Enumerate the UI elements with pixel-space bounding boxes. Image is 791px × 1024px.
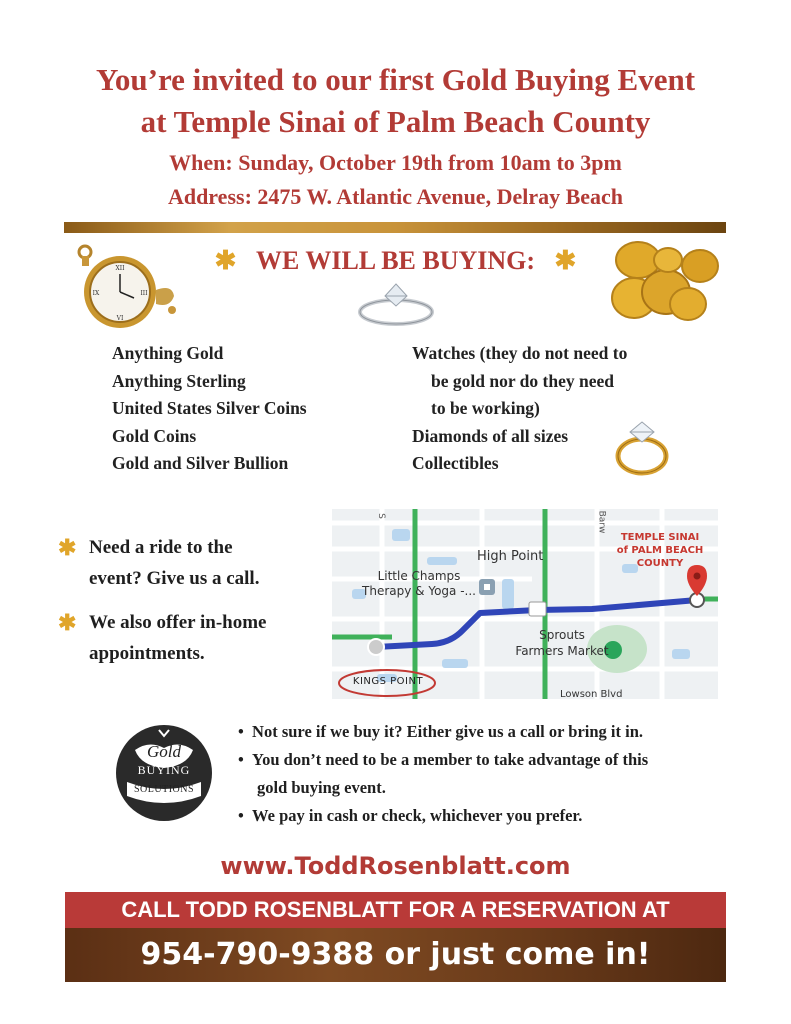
list-item: Gold and Silver Bullion <box>112 453 289 473</box>
ride-offer <box>58 532 259 594</box>
ride-line-2: event? Give us a call. <box>89 568 260 589</box>
map-little-champs-line-2: Therapy & Yoga -... <box>362 584 476 598</box>
note-text: We pay in cash or check, whichever you prefer. <box>252 806 583 825</box>
list-item: to be working) <box>431 398 540 418</box>
note-text: Not sure if we buy it? Either give us a call or bring it in. <box>252 722 643 741</box>
logo-word-buying: BUYING <box>137 763 191 777</box>
note-text: gold buying event. <box>257 778 386 797</box>
asterisk-icon: ✱ <box>554 246 577 275</box>
gold-buying-solutions-logo <box>113 720 215 822</box>
gold-ring-image <box>612 418 674 478</box>
diamond-ring-image <box>355 282 437 328</box>
buying-heading-text: WE WILL BE BUYING: <box>255 246 536 275</box>
website-link[interactable]: www.ToddRosenblatt.com <box>220 852 571 880</box>
event-address: Address: 2475 W. Atlantic Avenue, Delray Beach <box>167 184 624 209</box>
map-little-champs-line-1: Little Champs <box>377 569 461 583</box>
reservation-banner: CALL TODD ROSENBLATT FOR A RESERVATION AT <box>65 892 726 928</box>
map-temple-line-2: of PALM BEACH <box>616 545 704 556</box>
list-item: Diamonds of all sizes <box>412 426 569 446</box>
list-item: be gold nor do they need <box>431 371 614 391</box>
event-when: When: Sunday, October 19th from 10am to 3pm <box>169 150 622 175</box>
phone-banner[interactable]: 954-790-9388 or just come in! <box>65 928 726 982</box>
asterisk-icon: ✱ <box>214 246 237 275</box>
list-item: • We pay in cash or check, whichever you prefer. <box>238 806 583 825</box>
notes-list <box>238 718 648 830</box>
list-item: • You don’t need to be a member to take advantage of this <box>238 750 649 769</box>
map-label-little-champs <box>354 569 484 599</box>
ride-line-1: Need a ride to the <box>89 537 233 558</box>
map <box>332 509 718 699</box>
svg-text:XII: XII <box>115 265 125 272</box>
list-item: Watches (they do not need to <box>412 343 628 363</box>
map-sprouts-line-1: Sprouts <box>539 628 585 642</box>
map-label-road-s: S <box>375 513 386 519</box>
list-item: United States Silver Coins <box>112 398 307 418</box>
gold-divider <box>64 222 726 233</box>
map-temple-line-1: TEMPLE SINAI <box>620 532 700 543</box>
home-line-1: We also offer in-home <box>89 612 267 633</box>
svg-text:III: III <box>140 290 148 297</box>
map-label-lowson: Lowson Blvd <box>560 689 623 699</box>
list-item: Gold Coins <box>112 426 197 446</box>
list-item: • Not sure if we buy it? Either give us a call or bring it in. <box>238 722 643 741</box>
svg-text:VI: VI <box>116 315 124 322</box>
map-label-road-barw: Barw <box>596 510 607 534</box>
list-item: Collectibles <box>412 453 499 473</box>
map-label-sprouts <box>507 627 617 659</box>
title-line-2: at Temple Sinai of Palm Beach County <box>140 104 651 139</box>
map-sprouts-line-2: Farmers Market <box>515 644 609 658</box>
note-text: You don’t need to be a member to take advantage of this <box>252 750 649 769</box>
map-label-high-point: High Point <box>477 549 544 564</box>
list-item: Anything Sterling <box>112 371 246 391</box>
svg-text:IX: IX <box>92 290 100 297</box>
map-label-kings-point: KINGS POINT <box>352 676 424 687</box>
asterisk-icon: ✱ <box>58 535 77 560</box>
list-item: Anything Gold <box>112 343 224 363</box>
asterisk-icon: ✱ <box>58 610 77 635</box>
logo-word-solutions: SOLUTIONS <box>133 784 195 795</box>
logo-word-gold: Gold <box>147 742 181 761</box>
map-temple-line-3: COUNTY <box>636 558 684 569</box>
list-item <box>238 774 648 802</box>
in-home-offer <box>58 607 267 669</box>
gold-coins-image <box>610 240 722 328</box>
title-line-1: You’re invited to our first Gold Buying Event <box>95 62 696 97</box>
home-line-2: appointments. <box>89 643 205 664</box>
map-label-temple <box>604 531 716 570</box>
